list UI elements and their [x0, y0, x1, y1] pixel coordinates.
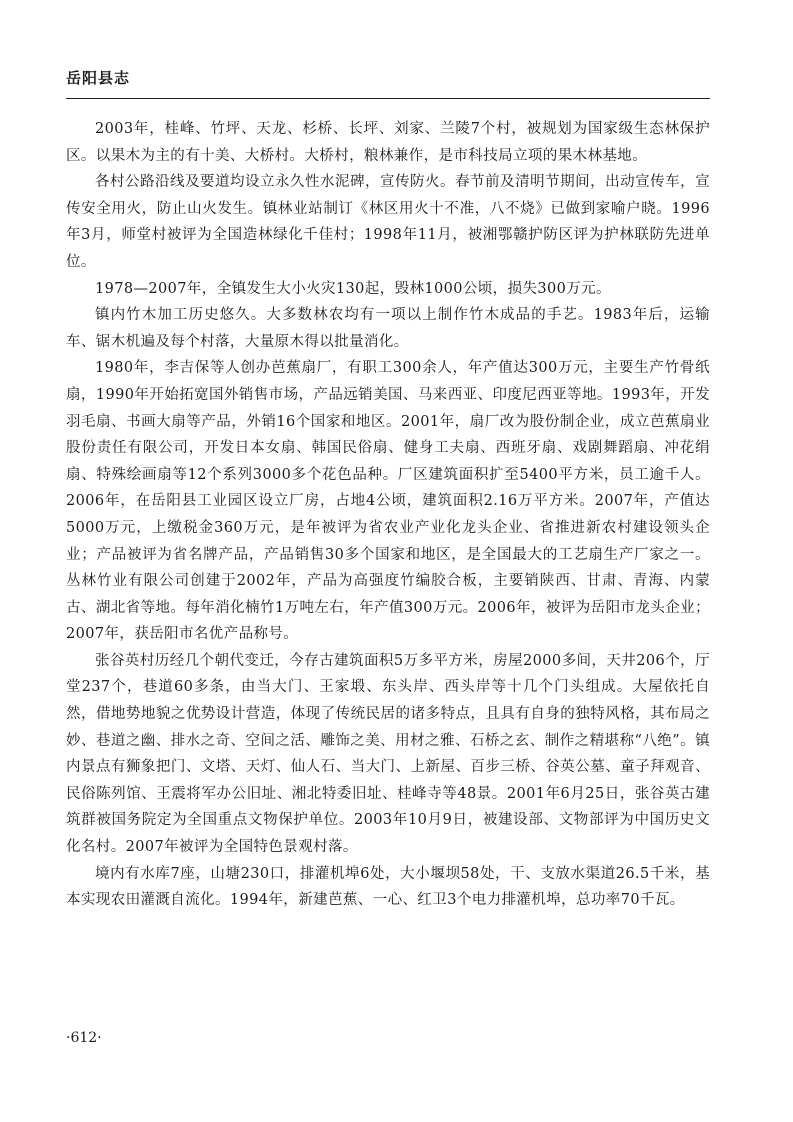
paragraph-ecological-forest: 2003年，桂峰、竹坪、天龙、杉桥、长坪、刘家、兰陵7个村，被规划为国家级生态林保护区。以果木为主的有十美、大桥村。大桥村，粮林兼作，是市科技局立项的果木林基地。 [66, 121, 710, 164]
paragraph-wood-processing: 镇内竹木加工历史悠久。大多数林农均有一项以上制作竹木成品的手艺。1983年后，运输车、锯木机遍及每个村落，大量原木得以批量消化。 [66, 307, 710, 350]
header-divider [66, 98, 710, 99]
paragraph-fire-statistics: 1978—2007年，全镇发生大小火灾130起，毁林1000公顷，损失300万元。 [95, 280, 611, 297]
page-body [66, 116, 710, 914]
page-number: ·612· [66, 1030, 102, 1046]
page-header-title: 岳阳县志 [66, 69, 131, 87]
paragraph-water-conservancy: 境内有水库7座，山塘230口，排灌机埠6处，大小堰坝58处，干、支放水渠道26.5千米，基本实现农田灌溉自流化。1994年，新建芭蕉、一心、红卫3个电力排灌机埠，总功率70千瓦。 [66, 865, 710, 909]
paragraph-zhangguying-village: 张谷英村历经几个朝代变迁，今存古建筑面积5万多平方米，房屋2000多间，天井206个，厅堂237个，巷道60多条，由当大门、王家塅、东头岸、西头岸等十几个门头组成。大屋依托自然，借地势地貌之优势设计营造，体现了传统民居的诸多特点，且具有自身的独特风格，其布局之妙、巷道之幽、排水之奇、空间之活、雕饰之美、用材之雅、石桥之玄、制作之精堪称“八绝”。镇内景点有狮象把门、文塔、天灯、仙人石、当大门、上新屋、百步三桥、谷英公墓、童子拜观音、民俗陈列馆、王震将军办公旧址、湘北特委旧址、桂峰寺等48景。2001年6月25日，张谷英古建筑群被国务院定为全国重点文物保护单位。2003年10月9日，被建设部、文物部评为中国历史文化名村。2007年被评为全国特色景观村落。 [66, 652, 710, 856]
paragraph-fire-prevention: 各村公路沿线及要道均设立永久性水泥碑，宣传防火。春节前及清明节期间，出动宣传车，宣传安全用火，防止山火发生。镇林业站制订《林区用火十不准，八不烧》已做到家喻户晓。1996年3月，师堂村被评为全国造林绿化千佳村；1998年11月，被湘鄂赣护防区评为护林联防先进单位。 [66, 174, 710, 270]
paragraph-fan-factory: 1980年，李吉保等人创办芭蕉扇厂，有职工300余人，年产值达300万元，主要生产竹骨纸扇，1990年开始拓宽国外销售市场，产品远销美国、马来西亚、印度尼西亚等地。1993年，开发羽毛扇、书画大扇等产品，外销16个国家和地区。2001年，扇厂改为股份制企业，成立芭蕉扇业股份责任有限公司，开发日本女扇、韩国民俗扇、健身工夫扇、西班牙扇、戏剧舞蹈扇、冲花绢扇、特殊绘画扇等12个系列3000多个花色品种。厂区建筑面积扩至5400平方米，员工逾千人。2006年，在岳阳县工业园区设立厂房，占地4公顷，建筑面积2.16万平方米。2007年，产值达5000万元，上缴税金360万元，是年被评为省农业产业化龙头企业、省推进新农村建设领头企业；产品被评为省名牌产品，产品销售30多个国家和地区，是全国最大的工艺扇生产厂家之一。丛林竹业有限公司创建于2002年，产品为高强度竹编胶合板，主要销陕西、甘肃、青海、内蒙古、湖北省等地。每年消化楠竹1万吨左右，年产值300万元。2006年，被评为岳阳市龙头企业；2007年，获岳阳市名优产品称号。 [66, 360, 710, 643]
